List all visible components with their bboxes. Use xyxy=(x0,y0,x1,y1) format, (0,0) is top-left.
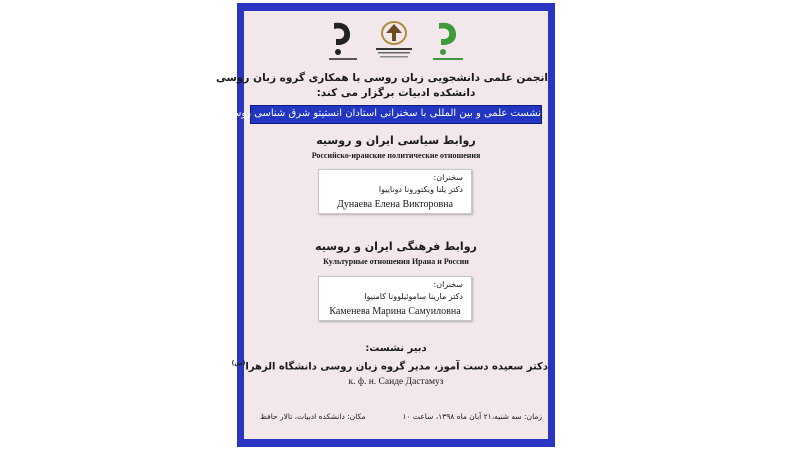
speaker-label: سخنران: xyxy=(433,173,463,182)
talk-2-speaker-box xyxy=(318,276,472,321)
event-place: مکان: دانشکده ادبیات، تالار حافظ xyxy=(260,412,366,421)
talk-1-title: روابط سیاسی ایران و روسیه xyxy=(316,134,476,147)
organizer-line: انجمن علمی دانشجویی زبان روسی با همکاری گروه زبان روسی xyxy=(215,72,548,84)
secretary-name-russian: к. ф. н. Саиде Дастамуз xyxy=(348,377,444,387)
speaker-name-russian: Дунаева Елена Викторовна xyxy=(337,199,453,210)
event-time: زمان: سه شنبه،۲۱ آبان ماه ۱۳۹۸، ساعت ۱۰ xyxy=(402,412,542,421)
talk-1-speaker-box xyxy=(318,169,472,214)
talk-2-title-russian: Культурные отношения Ирана и России xyxy=(323,257,469,266)
speaker-name-russian: Каменева Марина Самуиловна xyxy=(329,306,461,317)
logo-row xyxy=(244,13,548,65)
event-title: نشست علمی و بین المللی با سخنرانی استادان انستیتو شرق شناسی روسیه xyxy=(224,108,541,119)
university-logo-left xyxy=(326,19,360,63)
organizer-subline: دانشکده ادبیات برگزار می کند: xyxy=(316,87,476,99)
secretary-honorific: (س) xyxy=(231,360,246,367)
secretary-label: دبیر نشست: xyxy=(365,343,427,354)
association-emblem-logo xyxy=(372,19,416,63)
event-poster xyxy=(215,3,555,447)
event-title-banner xyxy=(224,105,542,124)
speaker-name-persian: دکتر یلنا ویکتورونا دوناییوا xyxy=(378,185,463,194)
talk-1-title-russian: Российско-иранские политические отношения xyxy=(311,151,481,160)
university-logo-right xyxy=(430,19,466,63)
secretary-name-line xyxy=(231,360,548,373)
speaker-label: سخنران: xyxy=(433,280,463,289)
poster-panel xyxy=(215,11,548,439)
secretary-name: دکتر سعیده دست آموز، مدیر گروه زبان روسی دانشگاه الزهرا xyxy=(245,361,548,373)
speaker-name-persian: دکتر مارینا ساموئیلوونا کامنیوا xyxy=(364,292,463,301)
talk-2-title: روابط فرهنگی ایران و روسیه xyxy=(315,240,477,253)
